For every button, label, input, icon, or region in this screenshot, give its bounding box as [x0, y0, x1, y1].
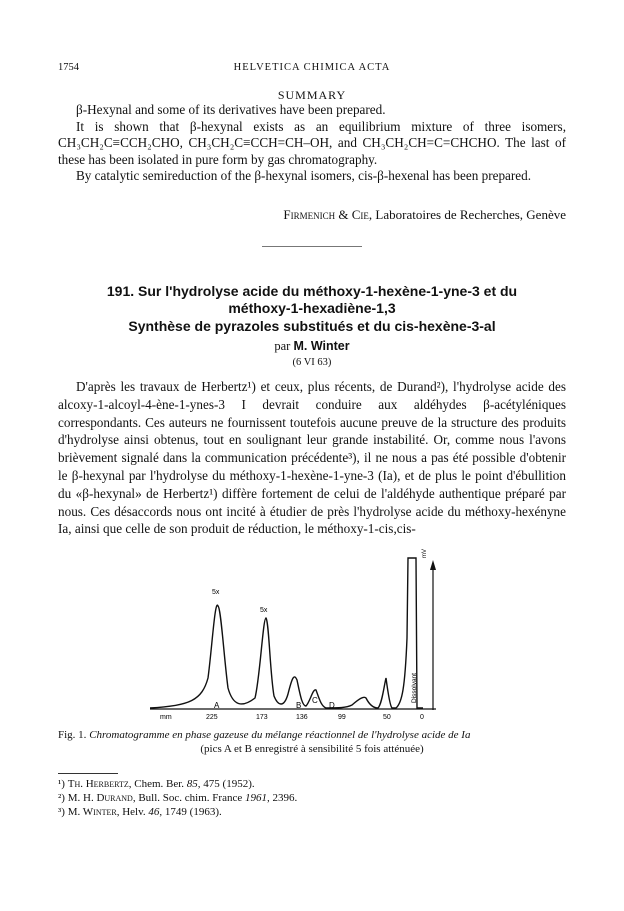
- caption-note: (pics A et B enregistré à sensibilité 5 fois atténuée): [200, 743, 424, 755]
- peak-a-label: A: [214, 701, 220, 710]
- byline-par: par: [274, 339, 291, 353]
- peak-b-label: B: [296, 701, 302, 710]
- article-subtitle: Synthèse de pyrazoles substitués et du cis-hexène-3-al: [128, 318, 496, 334]
- footnote-number: ²): [58, 792, 65, 804]
- x-axis-label: mm: [160, 714, 172, 721]
- caption-text: Chromatogramme en phase gazeuse du mélange réactionnel de l'hydrolyse acide de Ia: [89, 729, 471, 741]
- x-tick-label-173: 173: [256, 714, 268, 721]
- footnote-number: ¹): [58, 778, 65, 790]
- footnote-journal: Bull. Soc. chim. France: [138, 792, 243, 804]
- peak-c-label: C: [312, 696, 318, 705]
- caption-label: Fig. 1.: [58, 729, 87, 741]
- footnote-author: Th. Herbertz,: [67, 778, 132, 790]
- peak-d-label: D: [329, 701, 335, 710]
- footnote-pages: 475 (1952).: [203, 778, 255, 790]
- summary-text: [58, 102, 566, 185]
- footnote-rule: [58, 773, 118, 774]
- x-tick-label-0: 0: [420, 714, 424, 721]
- chromatogram-trace: [150, 558, 423, 708]
- author-name: M. Winter: [293, 339, 350, 353]
- signature-company: Firmenich & Cie,: [283, 207, 373, 222]
- signature-lab: Laboratoires de Recherches, Genève: [375, 207, 566, 222]
- footnote-3: [58, 806, 222, 818]
- summary-signature: [0, 207, 566, 223]
- x-tick-label-99: 99: [338, 714, 346, 721]
- solvent-peak-label: Dissolvant: [411, 673, 418, 703]
- byline: [0, 339, 624, 354]
- footnote-author: M. H. Durand,: [67, 792, 136, 804]
- peak-a-attenuation: 5x: [212, 589, 220, 596]
- x-tick-label-225: 225: [206, 714, 218, 721]
- footnote-number: ³): [58, 806, 65, 818]
- journal-name: HELVETICA CHIMICA ACTA: [233, 62, 391, 73]
- summary-paragraph-2: It is shown that β-hexynal exists as an equilibrium mixture of three isomers, CH₃CH₂C≡CCH₂CHO, CH₃CH₂C≡CCH=CH–OH, and CH₃CH₂CH=C=CHCHO. The last of these has been isolated in pure form by gas chromatography.: [58, 118, 566, 167]
- chromatogram-figure: [120, 548, 450, 728]
- footnote-journal: Chem. Ber.: [134, 778, 185, 790]
- page-number: 1754: [58, 62, 79, 73]
- summary-paragraph-1: β-Hexynal and some of its derivatives have been prepared.: [76, 102, 386, 117]
- x-tick-label-50: 50: [383, 714, 391, 721]
- footnote-1: [58, 778, 255, 790]
- footnote-2: [58, 792, 297, 804]
- article-body: [58, 378, 566, 538]
- article-title-line-2: méthoxy-1-hexadiène-1,3: [228, 300, 396, 316]
- separator-rule: [262, 246, 362, 247]
- figure-caption: [58, 728, 566, 756]
- received-date: (6 VI 63): [292, 357, 332, 368]
- x-tick-label-136: 136: [296, 714, 308, 721]
- body-paragraph-1: D'après les travaux de Herbertz¹) et ceux, plus récents, de Durand²), l'hydrolyse acide des alcoxy-1-alcoyl-4-ène-1-ynes-3 I devrait conduire aux aldéhydes β-acétyléniques correspondants. Ces auteurs ne fournissent toutefois aucune preuve de la structure des produits d'hydrolyse ainsi obtenus, tout en soulignant leur grande instabilité. Or, comme nous l'avons brièvement signalé dans la communication précédente³), il ne nous a pas été possible d'obtenir le β-hexynal par l'hydrolyse du méthoxy-1-hexène-1-yne-3 (Ia), et de plus le point d'ébullition du «β-hexynal» de Herbertz¹) diffère fortement de celui de l'aldéhyde authentique préparé par nous. Ces désaccords nous ont incité à étudier de près l'hydrolyse acide du méthoxy-hexényne Ia, ainsi que celle de son produit de réduction, le méthoxy-1-cis,cis-: [58, 379, 566, 537]
- peak-2-attenuation: 5x: [260, 607, 268, 614]
- summary-paragraph-3: By catalytic semireduction of the β-hexynal isomers, cis-β-hexenal has been prepared.: [76, 168, 532, 184]
- footnote-volume: 1961,: [244, 792, 270, 804]
- footnote-volume: 85,: [186, 778, 201, 790]
- y-axis-arrow: [430, 560, 436, 570]
- footnote-pages: 1749 (1963).: [164, 806, 222, 818]
- footnote-author: M. Winter,: [67, 806, 120, 818]
- footnote-pages: 2396.: [272, 792, 298, 804]
- y-axis-label: mV: [422, 549, 428, 558]
- article-title-line-1: 191. Sur l'hydrolyse acide du méthoxy-1-hexène-1-yne-3 et du: [106, 283, 518, 299]
- footnote-journal: Helv.: [122, 806, 146, 818]
- summary-heading: SUMMARY: [277, 88, 347, 102]
- footnote-volume: 46,: [148, 806, 163, 818]
